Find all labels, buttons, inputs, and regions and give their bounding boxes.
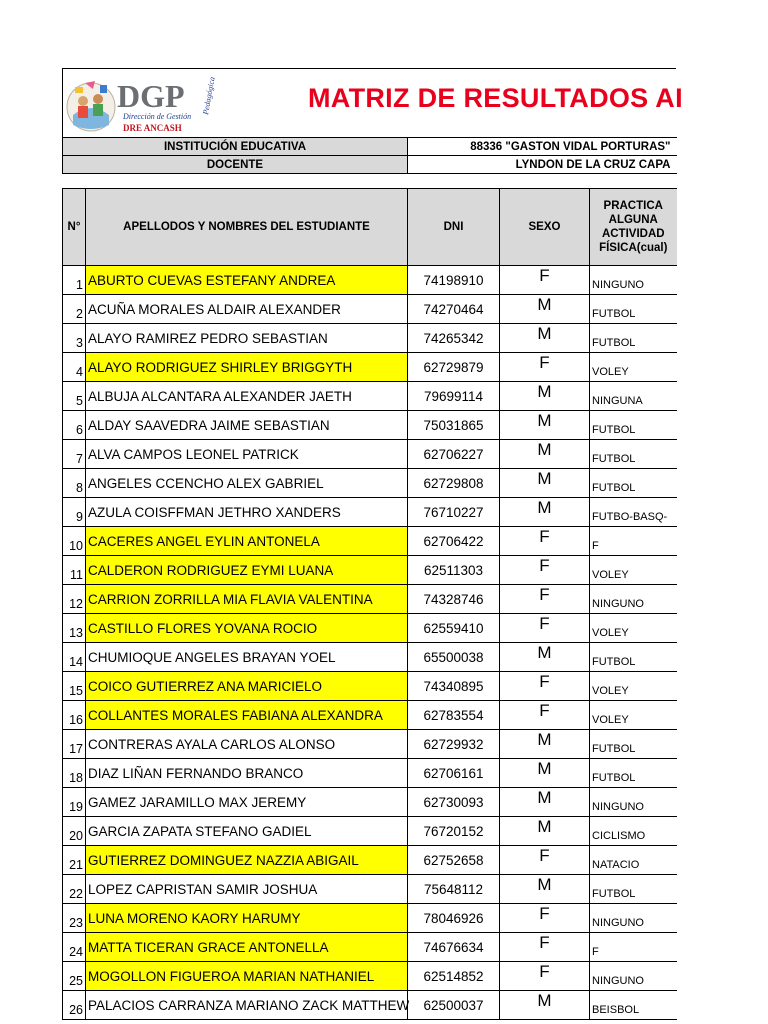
student-activity[interactable]: F — [590, 527, 677, 556]
teacher-value[interactable]: LYNDON DE LA CRUZ CAPA — [408, 156, 677, 174]
row-number[interactable]: 20 — [63, 817, 86, 846]
student-sex[interactable]: F — [500, 527, 590, 556]
table-row — [63, 353, 677, 382]
table-row — [63, 846, 677, 875]
col-header-dni: DNI — [408, 189, 500, 266]
row-number[interactable]: 3 — [63, 324, 86, 353]
student-activity[interactable]: NINGUNA — [590, 382, 677, 411]
student-sex[interactable]: F — [500, 846, 590, 875]
student-activity[interactable]: FUTBOL — [590, 730, 677, 759]
student-sex[interactable]: M — [500, 817, 590, 846]
col-header-name: APELLODOS Y NOMBRES DEL ESTUDIANTE — [86, 189, 408, 266]
row-number[interactable]: 11 — [63, 556, 86, 585]
student-name[interactable]: CARRION ZORRILLA MIA FLAVIA VALENTINA — [86, 585, 408, 614]
student-name[interactable]: ALVA CAMPOS LEONEL PATRICK — [86, 440, 408, 469]
student-name[interactable]: LUNA MORENO KAORY HARUMY — [86, 904, 408, 933]
student-sex[interactable]: M — [500, 730, 590, 759]
row-number[interactable]: 8 — [63, 469, 86, 498]
student-name[interactable]: CACERES ANGEL EYLIN ANTONELA — [86, 527, 408, 556]
row-number[interactable]: 26 — [63, 991, 86, 1020]
row-number[interactable]: 17 — [63, 730, 86, 759]
student-dni[interactable]: 62729932 — [408, 730, 500, 759]
row-number[interactable]: 22 — [63, 875, 86, 904]
student-sex[interactable]: F — [500, 904, 590, 933]
student-name[interactable]: CALDERON RODRIGUEZ EYMI LUANA — [86, 556, 408, 585]
student-activity[interactable]: FUTBOL — [590, 643, 677, 672]
student-name[interactable]: COLLANTES MORALES FABIANA ALEXANDRA — [86, 701, 408, 730]
row-number[interactable]: 6 — [63, 411, 86, 440]
student-activity[interactable]: NINGUNO — [590, 788, 677, 817]
spreadsheet-sheet — [62, 68, 683, 1020]
table-header-row — [63, 189, 677, 266]
table-row — [63, 527, 677, 556]
student-sex[interactable]: F — [500, 701, 590, 730]
student-name[interactable]: GAMEZ JARAMILLO MAX JEREMY — [86, 788, 408, 817]
student-dni[interactable]: 74198910 — [408, 266, 500, 295]
student-dni[interactable]: 62511303 — [408, 556, 500, 585]
row-number[interactable]: 5 — [63, 382, 86, 411]
table-row — [63, 498, 677, 527]
row-number[interactable]: 10 — [63, 527, 86, 556]
student-name[interactable]: ANGELES CCENCHO ALEX GABRIEL — [86, 469, 408, 498]
student-dni[interactable]: 62706422 — [408, 527, 500, 556]
col-header-sex: SEXO — [500, 189, 590, 266]
student-sex[interactable]: F — [500, 556, 590, 585]
page-title: MATRIZ DE RESULTADOS AI — [308, 83, 683, 113]
teacher-label: DOCENTE — [63, 156, 408, 174]
student-name[interactable]: ALBUJA ALCANTARA ALEXANDER JAETH — [86, 382, 408, 411]
student-activity[interactable]: VOLEY — [590, 701, 677, 730]
logo-side-text: Pedagógica — [201, 76, 217, 116]
table-row — [63, 295, 677, 324]
institution-value[interactable]: 88336 "GASTON VIDAL PORTURAS" — [408, 138, 677, 156]
student-sex[interactable]: M — [500, 440, 590, 469]
row-number[interactable]: 7 — [63, 440, 86, 469]
table-row — [63, 701, 677, 730]
table-row — [63, 817, 677, 846]
table-row — [63, 382, 677, 411]
row-number[interactable]: 19 — [63, 788, 86, 817]
student-activity[interactable]: FUTBOL — [590, 875, 677, 904]
table-row — [63, 556, 677, 585]
student-dni[interactable]: 75648112 — [408, 875, 500, 904]
table-row — [63, 933, 677, 962]
student-dni[interactable]: 79699114 — [408, 382, 500, 411]
row-number[interactable]: 4 — [63, 353, 86, 382]
student-activity[interactable]: BEISBOL — [590, 991, 677, 1020]
student-activity[interactable]: NINGUNO — [590, 962, 677, 991]
student-name[interactable]: MOGOLLON FIGUEROA MARIAN NATHANIEL — [86, 962, 408, 991]
student-activity[interactable]: VOLEY — [590, 353, 677, 382]
student-dni[interactable]: 62729808 — [408, 469, 500, 498]
student-name[interactable]: ALAYO RAMIREZ PEDRO SEBASTIAN — [86, 324, 408, 353]
student-dni[interactable]: 74676634 — [408, 933, 500, 962]
student-dni[interactable]: 76710227 — [408, 498, 500, 527]
table-row — [63, 469, 677, 498]
student-sex[interactable]: M — [500, 411, 590, 440]
institution-label: INSTITUCIÓN EDUCATIVA — [63, 138, 408, 156]
table-row — [63, 411, 677, 440]
student-sex[interactable]: M — [500, 324, 590, 353]
student-dni[interactable]: 62706227 — [408, 440, 500, 469]
student-name[interactable]: COICO GUTIERREZ ANA MARICIELO — [86, 672, 408, 701]
student-sex[interactable]: F — [500, 585, 590, 614]
student-name[interactable]: GUTIERREZ DOMINGUEZ NAZZIA ABIGAIL — [86, 846, 408, 875]
student-dni[interactable]: 76720152 — [408, 817, 500, 846]
student-sex[interactable]: M — [500, 382, 590, 411]
student-sex[interactable]: F — [500, 614, 590, 643]
row-number[interactable]: 2 — [63, 295, 86, 324]
student-name[interactable]: LOPEZ CAPRISTAN SAMIR JOSHUA — [86, 875, 408, 904]
students-table — [62, 188, 677, 1020]
row-number[interactable]: 12 — [63, 585, 86, 614]
student-activity[interactable]: CICLISMO — [590, 817, 677, 846]
student-dni[interactable]: 62729879 — [408, 353, 500, 382]
col-header-activity: PRACTICA ALGUNA ACTIVIDAD FÍSICA(cual) — [590, 189, 677, 266]
student-name[interactable]: ALDAY SAAVEDRA JAIME SEBASTIAN — [86, 411, 408, 440]
table-row — [63, 324, 677, 353]
row-number[interactable]: 23 — [63, 904, 86, 933]
student-sex[interactable]: M — [500, 498, 590, 527]
row-number[interactable]: 15 — [63, 672, 86, 701]
student-dni[interactable]: 62706161 — [408, 759, 500, 788]
student-dni[interactable]: 78046926 — [408, 904, 500, 933]
student-activity[interactable]: NINGUNO — [590, 585, 677, 614]
table-row — [63, 672, 677, 701]
student-sex[interactable]: F — [500, 266, 590, 295]
student-activity[interactable]: FUTBOL — [590, 440, 677, 469]
table-row — [63, 585, 677, 614]
students-body — [63, 266, 677, 1020]
header-band — [62, 68, 683, 137]
student-sex[interactable]: M — [500, 991, 590, 1020]
row-number[interactable]: 14 — [63, 643, 86, 672]
row-number[interactable]: 16 — [63, 701, 86, 730]
student-name[interactable]: ACUÑA MORALES ALDAIR ALEXANDER — [86, 295, 408, 324]
table-row — [63, 730, 677, 759]
dgp-logo — [65, 71, 217, 135]
student-dni[interactable]: 62559410 — [408, 614, 500, 643]
student-sex[interactable]: F — [500, 933, 590, 962]
table-row — [63, 962, 677, 991]
spacer-row — [62, 174, 676, 188]
row-number[interactable]: 25 — [63, 962, 86, 991]
student-name[interactable]: GARCIA ZAPATA STEFANO GADIEL — [86, 817, 408, 846]
student-dni[interactable]: 74270464 — [408, 295, 500, 324]
student-name[interactable]: CONTRERAS AYALA CARLOS ALONSO — [86, 730, 408, 759]
student-name[interactable]: CASTILLO FLORES YOVANA ROCIO — [86, 614, 408, 643]
student-activity[interactable]: NATACIO — [590, 846, 677, 875]
student-sex[interactable]: M — [500, 788, 590, 817]
row-number[interactable]: 13 — [63, 614, 86, 643]
student-activity[interactable]: FUTBOL — [590, 759, 677, 788]
student-activity[interactable]: FUTBOL — [590, 411, 677, 440]
table-row — [63, 440, 677, 469]
table-row — [63, 875, 677, 904]
student-dni[interactable]: 74340895 — [408, 672, 500, 701]
student-name[interactable]: MATTA TICERAN GRACE ANTONELLA — [86, 933, 408, 962]
student-activity[interactable]: FUTBO-BASQ- — [590, 498, 677, 527]
student-dni[interactable]: 62730093 — [408, 788, 500, 817]
col-header-num: N° — [63, 189, 86, 266]
student-sex[interactable]: F — [500, 353, 590, 382]
table-row — [63, 991, 677, 1020]
student-name[interactable]: DIAZ LIÑAN FERNANDO BRANCO — [86, 759, 408, 788]
student-sex[interactable]: M — [500, 469, 590, 498]
row-number[interactable]: 1 — [63, 266, 86, 295]
student-name[interactable]: ABURTO CUEVAS ESTEFANY ANDREA — [86, 266, 408, 295]
table-row — [63, 759, 677, 788]
student-sex[interactable]: F — [500, 672, 590, 701]
student-dni[interactable]: 75031865 — [408, 411, 500, 440]
institution-row — [63, 138, 677, 156]
student-activity[interactable]: FUTBOL — [590, 295, 677, 324]
student-dni[interactable]: 74328746 — [408, 585, 500, 614]
table-row — [63, 643, 677, 672]
logo-region: DRE ANCASH — [123, 123, 182, 133]
student-sex[interactable]: M — [500, 643, 590, 672]
logo-text: DGP — [117, 78, 185, 114]
table-row — [63, 614, 677, 643]
student-activity[interactable]: VOLEY — [590, 556, 677, 585]
table-row — [63, 904, 677, 933]
row-number[interactable]: 9 — [63, 498, 86, 527]
student-name[interactable]: AZULA COISFFMAN JETHRO XANDERS — [86, 498, 408, 527]
student-activity[interactable]: VOLEY — [590, 672, 677, 701]
row-number[interactable]: 21 — [63, 846, 86, 875]
table-row — [63, 788, 677, 817]
info-table — [62, 137, 677, 174]
row-number[interactable]: 24 — [63, 933, 86, 962]
student-sex[interactable]: M — [500, 875, 590, 904]
student-sex[interactable]: M — [500, 759, 590, 788]
logo-subtitle: Dirección de Gestión — [123, 112, 192, 121]
student-activity[interactable]: VOLEY — [590, 614, 677, 643]
student-dni[interactable]: 65500038 — [408, 643, 500, 672]
student-activity[interactable]: NINGUNO — [590, 266, 677, 295]
student-activity[interactable]: F — [590, 933, 677, 962]
student-dni[interactable]: 62752658 — [408, 846, 500, 875]
student-sex[interactable]: F — [500, 962, 590, 991]
student-name[interactable]: ALAYO RODRIGUEZ SHIRLEY BRIGGYTH — [86, 353, 408, 382]
student-activity[interactable]: FUTBOL — [590, 324, 677, 353]
row-number[interactable]: 18 — [63, 759, 86, 788]
student-dni[interactable]: 62783554 — [408, 701, 500, 730]
student-sex[interactable]: M — [500, 295, 590, 324]
table-row — [63, 266, 677, 295]
student-activity[interactable]: FUTBOL — [590, 469, 677, 498]
student-name[interactable]: CHUMIOQUE ANGELES BRAYAN YOEL — [86, 643, 408, 672]
student-name[interactable]: PALACIOS CARRANZA MARIANO ZACK MATTHEW — [86, 991, 408, 1020]
student-activity[interactable]: NINGUNO — [590, 904, 677, 933]
student-dni[interactable]: 62514852 — [408, 962, 500, 991]
student-dni[interactable]: 62500037 — [408, 991, 500, 1020]
student-dni[interactable]: 74265342 — [408, 324, 500, 353]
teacher-row — [63, 156, 677, 174]
